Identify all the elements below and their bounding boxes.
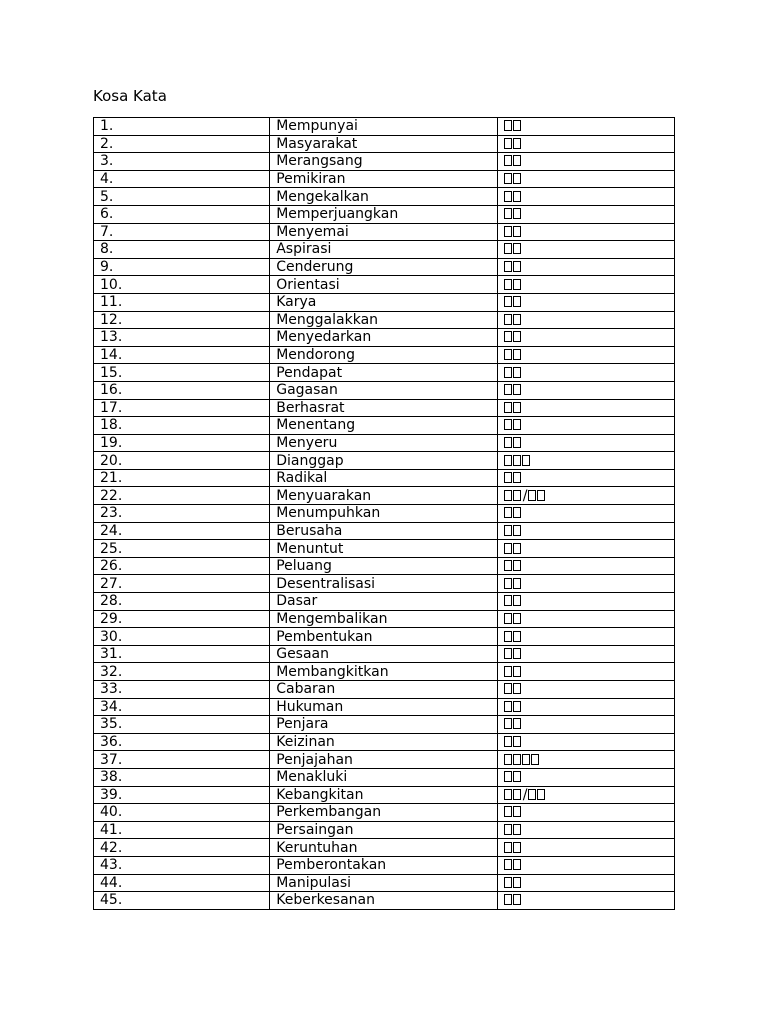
row-number: 32. <box>94 663 270 681</box>
malay-word: Aspirasi <box>270 241 497 259</box>
missing-glyph-icon <box>504 859 512 870</box>
malay-word: Menyemai <box>270 223 497 241</box>
missing-glyph-icon <box>504 877 512 888</box>
row-number: 27. <box>94 575 270 593</box>
missing-glyph-icon <box>504 314 512 325</box>
meaning-cell <box>497 628 674 646</box>
missing-glyph-icon <box>513 648 521 659</box>
missing-glyph-icon <box>522 455 530 466</box>
table-row <box>94 610 675 628</box>
missing-glyph-icon <box>504 120 512 131</box>
malay-word: Pemberontakan <box>270 856 497 874</box>
row-number: 14. <box>94 346 270 364</box>
table-row <box>94 153 675 171</box>
missing-glyph-icon <box>513 402 521 413</box>
meaning-cell <box>497 399 674 417</box>
meaning-cell <box>497 681 674 699</box>
malay-word: Peluang <box>270 557 497 575</box>
malay-word: Pemikiran <box>270 170 497 188</box>
malay-word: Memperjuangkan <box>270 205 497 223</box>
missing-glyph-icon <box>504 419 512 430</box>
meaning-cell <box>497 768 674 786</box>
table-row <box>94 241 675 259</box>
missing-glyph-icon <box>504 718 512 729</box>
row-number: 42. <box>94 839 270 857</box>
row-number: 4. <box>94 170 270 188</box>
missing-glyph-icon <box>513 754 521 765</box>
row-number: 7. <box>94 223 270 241</box>
malay-word: Desentralisasi <box>270 575 497 593</box>
meaning-cell <box>497 786 674 804</box>
missing-glyph-icon <box>513 261 521 272</box>
missing-glyph-icon <box>504 155 512 166</box>
row-number: 44. <box>94 874 270 892</box>
meaning-cell <box>497 241 674 259</box>
missing-glyph-icon <box>504 437 512 448</box>
row-number: 19. <box>94 434 270 452</box>
meaning-cell <box>497 522 674 540</box>
table-row <box>94 645 675 663</box>
missing-glyph-icon <box>504 296 512 307</box>
missing-glyph-icon <box>513 789 521 800</box>
missing-glyph-icon <box>513 894 521 905</box>
meaning-cell <box>497 205 674 223</box>
missing-glyph-icon <box>504 789 512 800</box>
missing-glyph-icon <box>513 824 521 835</box>
missing-glyph-icon <box>513 595 521 606</box>
malay-word: Dianggap <box>270 452 497 470</box>
meaning-cell <box>497 118 674 136</box>
meaning-cell <box>497 505 674 523</box>
malay-word: Menyedarkan <box>270 329 497 347</box>
missing-glyph-icon <box>513 208 521 219</box>
row-number: 16. <box>94 381 270 399</box>
row-number: 2. <box>94 135 270 153</box>
meaning-cell <box>497 417 674 435</box>
row-number: 35. <box>94 716 270 734</box>
malay-word: Karya <box>270 293 497 311</box>
table-row <box>94 188 675 206</box>
table-row <box>94 593 675 611</box>
row-number: 1. <box>94 118 270 136</box>
row-number: 28. <box>94 593 270 611</box>
document-title: Kosa Kata <box>93 87 167 105</box>
meaning-cell <box>497 276 674 294</box>
missing-glyph-icon <box>504 525 512 536</box>
missing-glyph-icon <box>513 243 521 254</box>
missing-glyph-icon <box>504 683 512 694</box>
table-row <box>94 804 675 822</box>
malay-word: Persaingan <box>270 821 497 839</box>
table-row <box>94 311 675 329</box>
meaning-cell <box>497 188 674 206</box>
missing-glyph-icon <box>504 191 512 202</box>
malay-word: Menuntut <box>270 540 497 558</box>
meaning-cell <box>497 329 674 347</box>
missing-glyph-icon <box>504 349 512 360</box>
meaning-cell <box>497 469 674 487</box>
meaning-cell <box>497 575 674 593</box>
row-number: 3. <box>94 153 270 171</box>
row-number: 15. <box>94 364 270 382</box>
table-row <box>94 698 675 716</box>
table-row <box>94 663 675 681</box>
row-number: 41. <box>94 821 270 839</box>
malay-word: Kebangkitan <box>270 786 497 804</box>
row-number: 17. <box>94 399 270 417</box>
meaning-cell <box>497 751 674 769</box>
missing-glyph-icon <box>513 472 521 483</box>
meaning-cell <box>497 311 674 329</box>
row-number: 23. <box>94 505 270 523</box>
table-row <box>94 381 675 399</box>
missing-glyph-icon <box>513 525 521 536</box>
table-row <box>94 716 675 734</box>
table-row <box>94 892 675 910</box>
missing-glyph-icon <box>504 824 512 835</box>
row-number: 36. <box>94 733 270 751</box>
malay-word: Berusaha <box>270 522 497 540</box>
table-row <box>94 364 675 382</box>
meaning-cell <box>497 716 674 734</box>
missing-glyph-icon <box>513 384 521 395</box>
missing-glyph-icon <box>504 595 512 606</box>
meaning-cell <box>497 135 674 153</box>
row-number: 45. <box>94 892 270 910</box>
missing-glyph-icon <box>513 120 521 131</box>
malay-word: Keizinan <box>270 733 497 751</box>
meaning-cell <box>497 856 674 874</box>
missing-glyph-icon <box>504 543 512 554</box>
malay-word: Menumpuhkan <box>270 505 497 523</box>
missing-glyph-icon <box>513 507 521 518</box>
malay-word: Menyeru <box>270 434 497 452</box>
malay-word: Radikal <box>270 469 497 487</box>
missing-glyph-icon <box>504 507 512 518</box>
missing-glyph-icon <box>504 138 512 149</box>
missing-glyph-icon <box>513 859 521 870</box>
row-number: 12. <box>94 311 270 329</box>
row-number: 24. <box>94 522 270 540</box>
row-number: 6. <box>94 205 270 223</box>
missing-glyph-icon <box>513 736 521 747</box>
meaning-cell <box>497 645 674 663</box>
row-number: 40. <box>94 804 270 822</box>
meaning-cell <box>497 452 674 470</box>
meaning-cell <box>497 540 674 558</box>
missing-glyph-icon <box>513 155 521 166</box>
meaning-cell <box>497 610 674 628</box>
missing-glyph-icon <box>504 806 512 817</box>
missing-glyph-icon <box>504 490 512 501</box>
missing-glyph-icon <box>513 314 521 325</box>
missing-glyph-icon <box>513 877 521 888</box>
missing-glyph-icon <box>537 789 545 800</box>
table-row <box>94 505 675 523</box>
meaning-cell <box>497 892 674 910</box>
missing-glyph-icon <box>513 578 521 589</box>
row-number: 38. <box>94 768 270 786</box>
meaning-cell <box>497 874 674 892</box>
meaning-cell <box>497 733 674 751</box>
table-row <box>94 329 675 347</box>
malay-word: Menyuarakan <box>270 487 497 505</box>
malay-word: Merangsang <box>270 153 497 171</box>
row-number: 31. <box>94 645 270 663</box>
table-row <box>94 856 675 874</box>
missing-glyph-icon <box>504 472 512 483</box>
missing-glyph-icon <box>504 613 512 624</box>
row-number: 34. <box>94 698 270 716</box>
row-number: 9. <box>94 258 270 276</box>
missing-glyph-icon <box>504 666 512 677</box>
table-row <box>94 786 675 804</box>
meaning-cell <box>497 593 674 611</box>
meaning-cell <box>497 381 674 399</box>
malay-word: Mengembalikan <box>270 610 497 628</box>
missing-glyph-icon <box>504 754 512 765</box>
missing-glyph-icon <box>504 455 512 466</box>
malay-word: Hukuman <box>270 698 497 716</box>
missing-glyph-icon <box>513 806 521 817</box>
malay-word: Penjajahan <box>270 751 497 769</box>
table-row <box>94 487 675 505</box>
malay-word: Membangkitkan <box>270 663 497 681</box>
row-number: 18. <box>94 417 270 435</box>
missing-glyph-icon <box>522 754 530 765</box>
meaning-cell <box>497 487 674 505</box>
missing-glyph-icon <box>504 261 512 272</box>
malay-word: Keruntuhan <box>270 839 497 857</box>
row-number: 5. <box>94 188 270 206</box>
table-row <box>94 469 675 487</box>
malay-word: Menentang <box>270 417 497 435</box>
malay-word: Menggalakkan <box>270 311 497 329</box>
table-row <box>94 821 675 839</box>
row-number: 20. <box>94 452 270 470</box>
row-number: 10. <box>94 276 270 294</box>
malay-word: Pembentukan <box>270 628 497 646</box>
missing-glyph-icon <box>513 683 521 694</box>
missing-glyph-icon <box>504 842 512 853</box>
malay-word: Cenderung <box>270 258 497 276</box>
row-number: 13. <box>94 329 270 347</box>
table-row <box>94 276 675 294</box>
meaning-cell <box>497 663 674 681</box>
missing-glyph-icon <box>504 578 512 589</box>
meaning-cell <box>497 557 674 575</box>
missing-glyph-icon <box>504 226 512 237</box>
table-row <box>94 258 675 276</box>
missing-glyph-icon <box>513 331 521 342</box>
missing-glyph-icon <box>513 842 521 853</box>
malay-word: Berhasrat <box>270 399 497 417</box>
missing-glyph-icon <box>513 771 521 782</box>
missing-glyph-icon <box>513 279 521 290</box>
malay-word: Penjara <box>270 716 497 734</box>
missing-glyph-icon <box>504 279 512 290</box>
meaning-cell <box>497 153 674 171</box>
malay-word: Gesaan <box>270 645 497 663</box>
missing-glyph-icon <box>513 419 521 430</box>
missing-glyph-icon <box>504 771 512 782</box>
malay-word: Gagasan <box>270 381 497 399</box>
missing-glyph-icon <box>513 138 521 149</box>
meaning-cell <box>497 170 674 188</box>
table-row <box>94 399 675 417</box>
table-row <box>94 557 675 575</box>
malay-word: Perkembangan <box>270 804 497 822</box>
missing-glyph-icon <box>504 648 512 659</box>
row-number: 37. <box>94 751 270 769</box>
missing-glyph-icon <box>513 560 521 571</box>
row-number: 25. <box>94 540 270 558</box>
separator-slash: / <box>522 786 528 803</box>
missing-glyph-icon <box>537 490 545 501</box>
table-row <box>94 434 675 452</box>
missing-glyph-icon <box>504 701 512 712</box>
row-number: 26. <box>94 557 270 575</box>
table-row <box>94 417 675 435</box>
missing-glyph-icon <box>513 701 521 712</box>
missing-glyph-icon <box>504 367 512 378</box>
table-row <box>94 346 675 364</box>
missing-glyph-icon <box>513 613 521 624</box>
meaning-cell <box>497 434 674 452</box>
table-row <box>94 223 675 241</box>
vocabulary-table <box>93 117 675 910</box>
missing-glyph-icon <box>513 666 521 677</box>
table-row <box>94 452 675 470</box>
missing-glyph-icon <box>504 894 512 905</box>
missing-glyph-icon <box>513 173 521 184</box>
meaning-cell <box>497 821 674 839</box>
meaning-cell <box>497 223 674 241</box>
row-number: 30. <box>94 628 270 646</box>
missing-glyph-icon <box>528 490 536 501</box>
table-row <box>94 839 675 857</box>
table-row <box>94 733 675 751</box>
missing-glyph-icon <box>504 243 512 254</box>
row-number: 11. <box>94 293 270 311</box>
meaning-cell <box>497 346 674 364</box>
missing-glyph-icon <box>504 384 512 395</box>
table-row <box>94 751 675 769</box>
row-number: 21. <box>94 469 270 487</box>
table-row <box>94 522 675 540</box>
table-row <box>94 170 675 188</box>
table-row <box>94 768 675 786</box>
row-number: 33. <box>94 681 270 699</box>
missing-glyph-icon <box>513 367 521 378</box>
missing-glyph-icon <box>513 191 521 202</box>
meaning-cell <box>497 698 674 716</box>
table-row <box>94 118 675 136</box>
malay-word: Keberkesanan <box>270 892 497 910</box>
meaning-cell <box>497 839 674 857</box>
meaning-cell <box>497 258 674 276</box>
row-number: 43. <box>94 856 270 874</box>
malay-word: Masyarakat <box>270 135 497 153</box>
missing-glyph-icon <box>513 437 521 448</box>
missing-glyph-icon <box>513 296 521 307</box>
malay-word: Cabaran <box>270 681 497 699</box>
malay-word: Dasar <box>270 593 497 611</box>
malay-word: Mendorong <box>270 346 497 364</box>
missing-glyph-icon <box>504 560 512 571</box>
missing-glyph-icon <box>504 173 512 184</box>
meaning-cell <box>497 804 674 822</box>
row-number: 29. <box>94 610 270 628</box>
separator-slash: / <box>522 487 528 504</box>
missing-glyph-icon <box>513 226 521 237</box>
table-row <box>94 628 675 646</box>
table-row <box>94 575 675 593</box>
missing-glyph-icon <box>504 402 512 413</box>
table-row <box>94 293 675 311</box>
malay-word: Manipulasi <box>270 874 497 892</box>
missing-glyph-icon <box>513 631 521 642</box>
malay-word: Pendapat <box>270 364 497 382</box>
table-row <box>94 681 675 699</box>
missing-glyph-icon <box>504 736 512 747</box>
missing-glyph-icon <box>504 208 512 219</box>
row-number: 8. <box>94 241 270 259</box>
table-row <box>94 205 675 223</box>
table-row <box>94 540 675 558</box>
malay-word: Orientasi <box>270 276 497 294</box>
row-number: 22. <box>94 487 270 505</box>
missing-glyph-icon <box>513 455 521 466</box>
meaning-cell <box>497 364 674 382</box>
malay-word: Menakluki <box>270 768 497 786</box>
meaning-cell <box>497 293 674 311</box>
missing-glyph-icon <box>513 718 521 729</box>
missing-glyph-icon <box>531 754 539 765</box>
missing-glyph-icon <box>513 349 521 360</box>
missing-glyph-icon <box>528 789 536 800</box>
vocabulary-table-body <box>94 118 675 910</box>
row-number: 39. <box>94 786 270 804</box>
missing-glyph-icon <box>504 331 512 342</box>
missing-glyph-icon <box>513 490 521 501</box>
missing-glyph-icon <box>504 631 512 642</box>
malay-word: Mempunyai <box>270 118 497 136</box>
malay-word: Mengekalkan <box>270 188 497 206</box>
missing-glyph-icon <box>513 543 521 554</box>
table-row <box>94 135 675 153</box>
table-row <box>94 874 675 892</box>
